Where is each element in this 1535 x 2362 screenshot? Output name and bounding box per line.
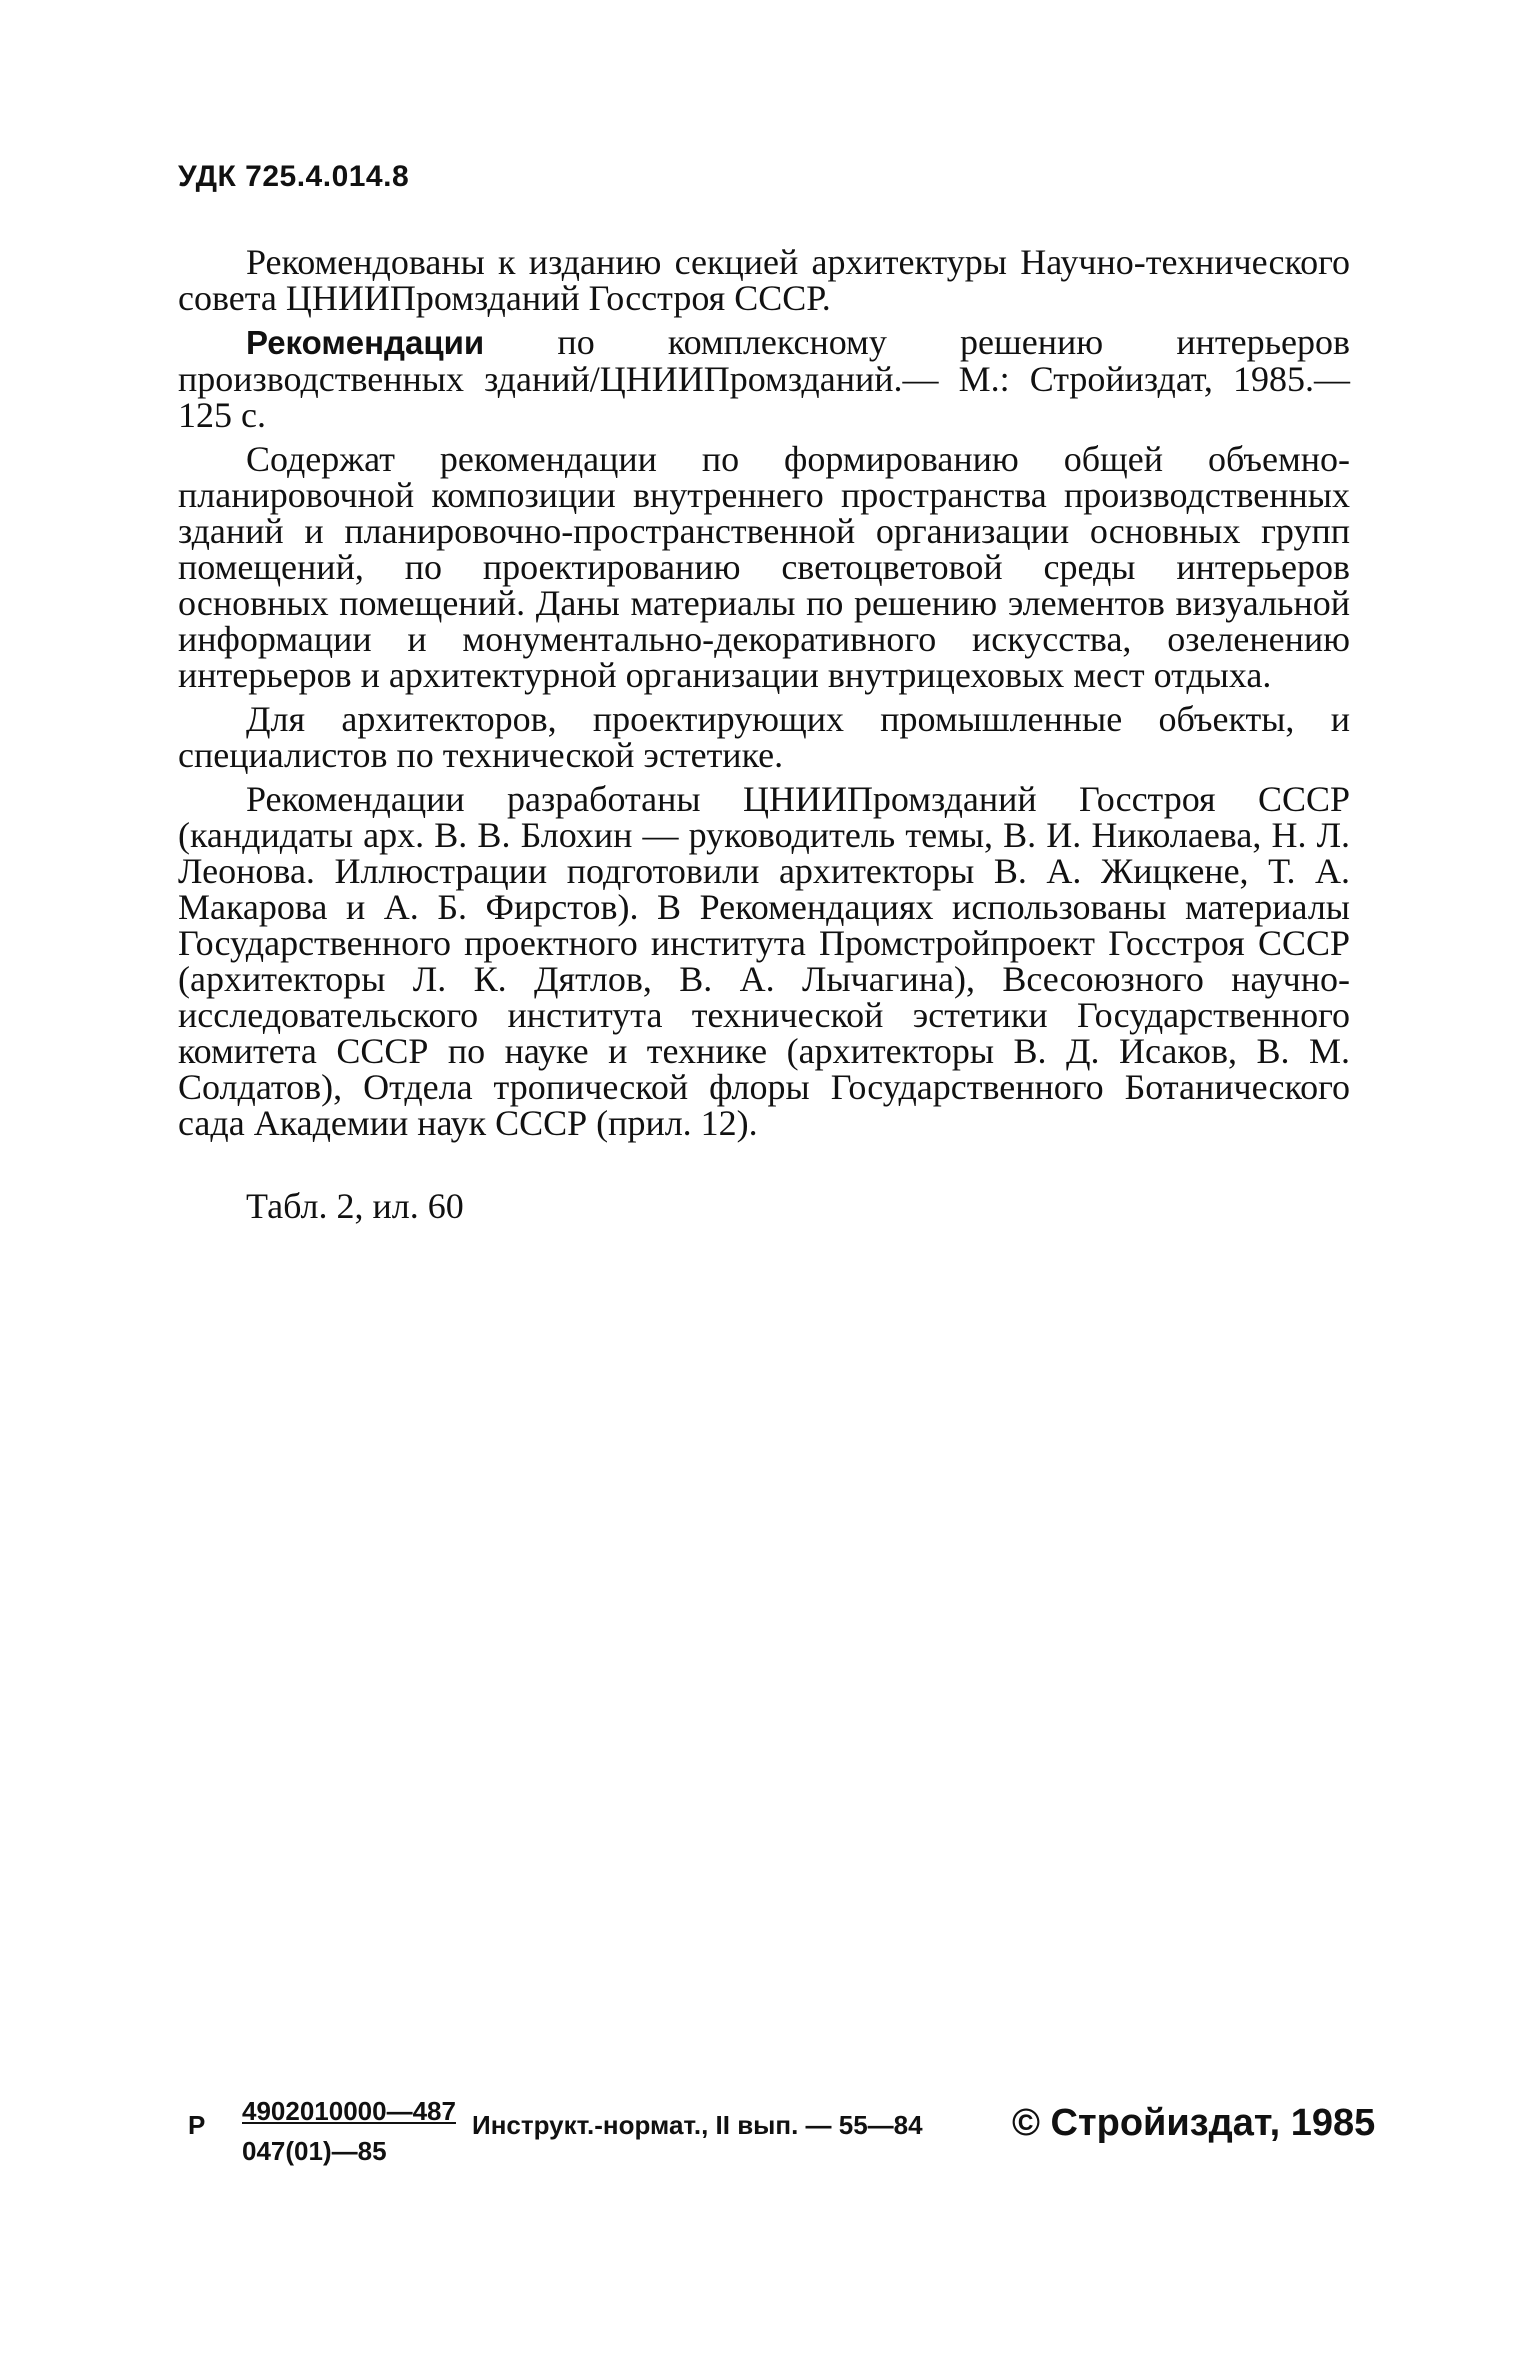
citation-lead: Рекомендации <box>246 324 485 361</box>
copyright-notice: © Стройиздат, 1985 <box>1012 2102 1376 2144</box>
citation-paragraph <box>178 324 1350 433</box>
imprint-block <box>188 2096 1376 2176</box>
citation-rest: по комплексному решению интерьеров производственных зданий/ЦНИИПромзданий.— М.: Стройиздат, 1985.—125 с. <box>178 322 1350 435</box>
annotation-block <box>178 244 1350 1143</box>
recommendation-paragraph: Рекомендованы к изданию секцией архитектуры Научно-технического совета ЦНИИПромзданий Госстроя СССР. <box>178 242 1350 318</box>
udk-code: УДК 725.4.014.8 <box>178 160 410 193</box>
table-illustration-count: Табл. 2, ил. 60 <box>246 1186 464 1226</box>
imprint-series: Инструкт.-нормат., II вып. — 55—84 <box>472 2110 923 2140</box>
imprint-code-bottom: 047(01)—85 <box>242 2136 387 2166</box>
imprint-code-top: 4902010000—487 <box>242 2096 456 2126</box>
audience-paragraph: Для архитекторов, проектирующих промышленные объекты, и специалистов по технической эстетике. <box>178 699 1350 775</box>
authors-paragraph: Рекомендации разработаны ЦНИИПромзданий Госстроя СССР (кандидаты арх. В. В. Блохин — руководитель темы, В. И. Николаева, Н. Л. Леонова. Иллюстрации подготовили архитекторы В. А. Жицкене, Т. А. Макарова и А. Б. Фирстов). В Рекомендациях использованы материалы Государственного проектного института Промстройпроект Госстроя СССР (архитекторы Л. К. Дятлов, В. А. Лычагина), Всесоюзного научно-исследовательского института технической эстетики Государственного комитета СССР по науке и технике (архитекторы В. Д. Исаков, В. М. Солдатов), Отдела тропической флоры Государственного Ботанического сада Академии наук СССР (прил. 12). <box>178 779 1350 1143</box>
contents-paragraph: Содержат рекомендации по формированию общей объемно-планировочной композиции внутреннего пространства производственных зданий и планировочно-пространственной организации основных групп помещений, по проектированию светоцветовой среды интерьеров основных помещений. Даны материалы по решению элементов визуальной информации и монументально-декоративного искусства, озеленению интерьеров и архитектурной организации внутрицеховых мест отдыха. <box>178 439 1350 695</box>
imprint-letter: Р <box>188 2110 206 2140</box>
